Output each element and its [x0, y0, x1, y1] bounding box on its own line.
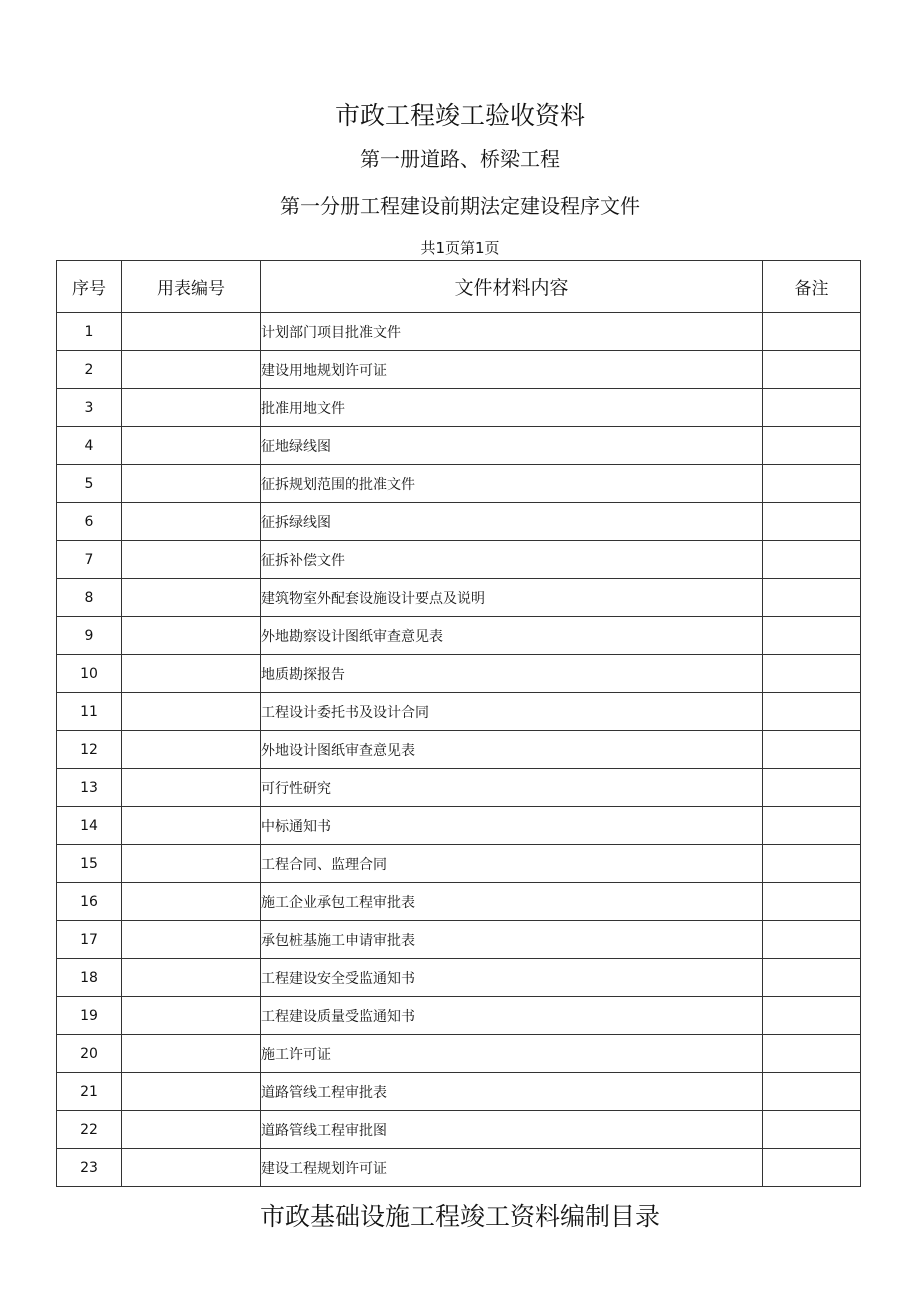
- row-content: 建筑物室外配套设施设计要点及说明: [261, 579, 763, 617]
- row-index: 15: [57, 845, 122, 883]
- column-header-remark: 备注: [763, 261, 861, 313]
- catalog-table: [56, 260, 861, 1187]
- row-content: 施工企业承包工程审批表: [261, 883, 763, 921]
- row-remark: [763, 465, 861, 503]
- table-row: [57, 389, 861, 427]
- row-content: 可行性研究: [261, 769, 763, 807]
- row-content: 工程合同、监理合同: [261, 845, 763, 883]
- column-header-content: 文件材料内容: [261, 261, 763, 313]
- row-form-no: [122, 845, 261, 883]
- row-form-no: [122, 1035, 261, 1073]
- row-content: 中标通知书: [261, 807, 763, 845]
- row-index: 1: [57, 313, 122, 351]
- row-form-no: [122, 997, 261, 1035]
- row-content: 征地绿线图: [261, 427, 763, 465]
- table-row: [57, 731, 861, 769]
- document-title: 市政工程竣工验收资料: [334, 101, 585, 130]
- row-index: 20: [57, 1035, 122, 1073]
- table-row: [57, 427, 861, 465]
- section-title: 第一分册工程建设前期法定建设程序文件: [280, 194, 640, 218]
- row-content: 外地勘察设计图纸审查意见表: [261, 617, 763, 655]
- row-form-no: [122, 769, 261, 807]
- table-row: [57, 921, 861, 959]
- row-remark: [763, 389, 861, 427]
- row-form-no: [122, 503, 261, 541]
- table-row: [57, 579, 861, 617]
- row-remark: [763, 1149, 861, 1187]
- row-index: 7: [57, 541, 122, 579]
- row-remark: [763, 959, 861, 997]
- row-content: 道路管线工程审批表: [261, 1073, 763, 1111]
- row-remark: [763, 845, 861, 883]
- row-remark: [763, 427, 861, 465]
- table-row: [57, 769, 861, 807]
- row-index: 19: [57, 997, 122, 1035]
- table-row: [57, 959, 861, 997]
- row-remark: [763, 1035, 861, 1073]
- row-form-no: [122, 351, 261, 389]
- row-index: 22: [57, 1111, 122, 1149]
- row-index: 14: [57, 807, 122, 845]
- row-content: 征拆规划范围的批准文件: [261, 465, 763, 503]
- row-content: 道路管线工程审批图: [261, 1111, 763, 1149]
- row-content: 工程建设质量受监通知书: [261, 997, 763, 1035]
- row-form-no: [122, 427, 261, 465]
- row-index: 6: [57, 503, 122, 541]
- row-remark: [763, 769, 861, 807]
- row-index: 10: [57, 655, 122, 693]
- row-content: 工程设计委托书及设计合同: [261, 693, 763, 731]
- page-count: 共1页第1页: [420, 239, 500, 257]
- row-content: 征拆绿线图: [261, 503, 763, 541]
- row-remark: [763, 617, 861, 655]
- table-row: [57, 1073, 861, 1111]
- table-row: [57, 541, 861, 579]
- table-row: [57, 655, 861, 693]
- row-form-no: [122, 921, 261, 959]
- row-remark: [763, 541, 861, 579]
- table-row: [57, 807, 861, 845]
- row-content: 工程建设安全受监通知书: [261, 959, 763, 997]
- footer-title: 市政基础设施工程竣工资料编制目录: [259, 1202, 660, 1231]
- column-header-form-no: 用表编号: [122, 261, 261, 313]
- row-form-no: [122, 731, 261, 769]
- row-content: 外地设计图纸审查意见表: [261, 731, 763, 769]
- row-remark: [763, 1111, 861, 1149]
- row-form-no: [122, 541, 261, 579]
- row-content: 承包桩基施工申请审批表: [261, 921, 763, 959]
- row-content: 计划部门项目批准文件: [261, 313, 763, 351]
- row-remark: [763, 731, 861, 769]
- row-index: 3: [57, 389, 122, 427]
- row-content: 建设用地规划许可证: [261, 351, 763, 389]
- row-content: 征拆补偿文件: [261, 541, 763, 579]
- row-content: 批准用地文件: [261, 389, 763, 427]
- row-form-no: [122, 1149, 261, 1187]
- row-form-no: [122, 1073, 261, 1111]
- row-remark: [763, 503, 861, 541]
- row-remark: [763, 693, 861, 731]
- row-form-no: [122, 883, 261, 921]
- row-index: 18: [57, 959, 122, 997]
- row-index: 21: [57, 1073, 122, 1111]
- row-content: 建设工程规划许可证: [261, 1149, 763, 1187]
- row-content: 地质勘探报告: [261, 655, 763, 693]
- table-row: [57, 503, 861, 541]
- table-row: [57, 1035, 861, 1073]
- row-remark: [763, 921, 861, 959]
- row-form-no: [122, 617, 261, 655]
- table-row: [57, 997, 861, 1035]
- row-form-no: [122, 313, 261, 351]
- row-index: 23: [57, 1149, 122, 1187]
- row-remark: [763, 883, 861, 921]
- catalog-table-body: [57, 313, 861, 1187]
- table-row: [57, 313, 861, 351]
- volume-title: 第一册道路、桥梁工程: [360, 147, 560, 171]
- table-row: [57, 617, 861, 655]
- row-index: 4: [57, 427, 122, 465]
- row-index: 9: [57, 617, 122, 655]
- table-row: [57, 351, 861, 389]
- row-index: 2: [57, 351, 122, 389]
- row-remark: [763, 313, 861, 351]
- row-remark: [763, 579, 861, 617]
- row-form-no: [122, 1111, 261, 1149]
- row-index: 17: [57, 921, 122, 959]
- row-index: 11: [57, 693, 122, 731]
- row-form-no: [122, 959, 261, 997]
- row-form-no: [122, 655, 261, 693]
- table-header-row: [57, 261, 861, 313]
- row-remark: [763, 807, 861, 845]
- table-row: [57, 845, 861, 883]
- table-row: [57, 1111, 861, 1149]
- row-form-no: [122, 389, 261, 427]
- row-index: 12: [57, 731, 122, 769]
- table-row: [57, 465, 861, 503]
- row-index: 8: [57, 579, 122, 617]
- row-form-no: [122, 465, 261, 503]
- table-row: [57, 883, 861, 921]
- row-form-no: [122, 579, 261, 617]
- column-header-index: 序号: [57, 261, 122, 313]
- row-index: 13: [57, 769, 122, 807]
- row-remark: [763, 351, 861, 389]
- row-remark: [763, 655, 861, 693]
- row-remark: [763, 1073, 861, 1111]
- row-form-no: [122, 807, 261, 845]
- table-row: [57, 1149, 861, 1187]
- row-index: 16: [57, 883, 122, 921]
- table-row: [57, 693, 861, 731]
- row-index: 5: [57, 465, 122, 503]
- row-remark: [763, 997, 861, 1035]
- row-form-no: [122, 693, 261, 731]
- row-content: 施工许可证: [261, 1035, 763, 1073]
